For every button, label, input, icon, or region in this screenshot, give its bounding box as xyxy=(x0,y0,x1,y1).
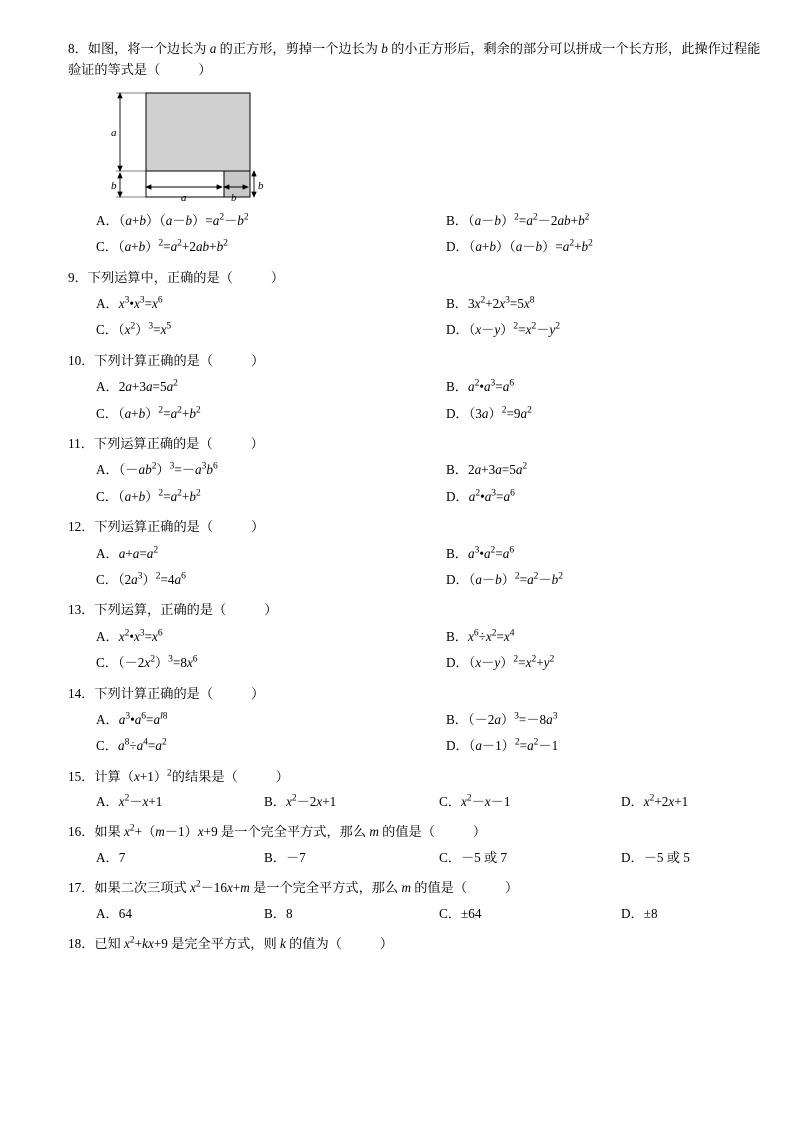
option-d[interactable] xyxy=(418,567,768,593)
option-key: D． xyxy=(621,849,644,865)
option-text: $(3a)^2=9a^2$ xyxy=(468,405,532,421)
option-c[interactable] xyxy=(68,484,418,510)
option-c[interactable] xyxy=(68,317,418,343)
page-bottom-spacer xyxy=(68,960,768,970)
option-key: C． xyxy=(439,905,461,921)
option-key: C． xyxy=(96,405,118,421)
option-b[interactable] xyxy=(236,789,411,815)
svg-text:a: a xyxy=(111,126,117,139)
option-text: $(a-1)^2=a^2-1$ xyxy=(468,737,559,754)
option-key: C． xyxy=(96,655,118,671)
option-key: B． xyxy=(446,711,468,727)
question-10 xyxy=(68,350,768,427)
option-key: B． xyxy=(264,794,286,810)
option-c[interactable] xyxy=(68,567,418,593)
option-a[interactable] xyxy=(68,901,236,927)
option-key: A． xyxy=(96,905,119,921)
question-14-stem: 14．下列计算正确的是（ ） xyxy=(68,685,265,701)
option-text: $(x^2)^3=x^5$ xyxy=(117,321,172,338)
option-text: $(-ab^2)^3=-a^3b^6$ xyxy=(118,461,218,478)
option-key: D． xyxy=(446,239,469,255)
question-8-figure-wrap xyxy=(68,87,768,205)
question-17 xyxy=(68,877,768,927)
option-b[interactable] xyxy=(418,541,768,567)
option-key: C． xyxy=(96,738,118,754)
option-text: $(2a^3)^2=4a^6$ xyxy=(117,571,186,587)
option-text: 7 xyxy=(118,849,126,865)
option-key: B． xyxy=(446,628,468,644)
option-text: $(a+b)(a-b)=a^2-b^2$ xyxy=(118,212,249,228)
option-text: $(a+b)^2=a^2+2ab+b^2$ xyxy=(117,238,228,255)
option-d[interactable] xyxy=(418,234,768,260)
option-key: A． xyxy=(96,711,119,727)
question-16-stem: 16．如果 $x^2+(m-1)x+9$ 是一个完全平方式，那么 m 的值是（ ） xyxy=(68,824,487,840)
option-text: $x^2•x^3=x^6$ xyxy=(118,628,163,644)
option-key: A． xyxy=(96,794,119,810)
option-key: C． xyxy=(96,571,118,587)
option-text: －5 或 5 xyxy=(643,849,690,865)
option-d[interactable] xyxy=(418,317,768,343)
option-b[interactable] xyxy=(236,901,411,927)
square-cut-figure xyxy=(98,87,328,203)
option-text: ±8 xyxy=(643,905,658,921)
option-key: C． xyxy=(439,849,461,865)
question-16 xyxy=(68,821,768,871)
question-11 xyxy=(68,433,768,510)
option-a[interactable] xyxy=(68,541,418,567)
option-c[interactable] xyxy=(68,401,418,427)
option-key: A． xyxy=(96,628,119,644)
question-8-options xyxy=(68,208,768,261)
option-b[interactable] xyxy=(418,707,768,733)
option-text: －5 或 7 xyxy=(460,849,508,865)
option-text: $x^2-x-1$ xyxy=(460,793,511,810)
question-17-stem: 17．如果二次三项式 $x^2-16x+m$ 是一个完全平方式，那么 m 的值是（ ） xyxy=(68,879,519,896)
option-text: －7 xyxy=(285,849,306,865)
option-text: $a^2•a^3=a^6$ xyxy=(468,488,515,504)
option-d[interactable] xyxy=(418,733,768,759)
option-c[interactable] xyxy=(68,234,418,260)
option-text: $a^3•a^6=a^{l8}$ xyxy=(118,711,168,727)
option-c[interactable] xyxy=(68,733,418,759)
option-d[interactable] xyxy=(418,401,768,427)
option-key: B． xyxy=(446,379,468,395)
option-text: $a+a=a^2$ xyxy=(118,545,159,561)
question-15-stem: 15．计算$(x+1)^2$的结果是（ ） xyxy=(68,768,289,784)
option-text: $2a+3a=5a^2$ xyxy=(467,461,528,478)
question-15-options xyxy=(68,789,768,815)
option-text: 8 xyxy=(285,905,293,921)
option-key: A． xyxy=(96,212,119,228)
question-10-options xyxy=(68,374,768,427)
option-key: D． xyxy=(446,571,469,587)
option-b[interactable] xyxy=(418,624,768,650)
option-b[interactable] xyxy=(236,845,411,871)
option-b[interactable] xyxy=(418,374,768,400)
question-12-stem: 12．下列运算正确的是（ ） xyxy=(68,519,265,535)
option-a[interactable] xyxy=(68,789,236,815)
option-d[interactable] xyxy=(593,789,768,815)
option-key: B． xyxy=(264,905,286,921)
option-key: C． xyxy=(96,239,118,255)
option-key: B． xyxy=(446,462,468,478)
option-key: C． xyxy=(96,322,118,338)
question-18-stem: 18．已知 $x^2+kx+9$ 是完全平方式，则 k 的值为（ ） xyxy=(68,935,394,952)
option-text: $(a+b)(a-b)=a^2+b^2$ xyxy=(468,238,593,255)
svg-text:a: a xyxy=(181,191,187,203)
option-text: $(x-y)^2=x^2+y^2$ xyxy=(468,654,555,671)
option-key: B． xyxy=(446,295,468,311)
option-c[interactable] xyxy=(411,901,593,927)
option-key: B． xyxy=(446,212,468,228)
question-14-options xyxy=(68,707,768,760)
option-text: $x^6\div x^2=x^4$ xyxy=(467,628,515,644)
question-9-stem: 9．下列运算中，正确的是（ ） xyxy=(68,269,285,285)
question-13 xyxy=(68,599,768,676)
option-key: A． xyxy=(96,545,119,561)
option-key: D． xyxy=(621,905,644,921)
option-text: ±64 xyxy=(460,905,482,921)
option-a[interactable] xyxy=(68,208,418,234)
option-text: $(x-y)^2=x^2-y^2$ xyxy=(468,321,560,338)
option-key: B． xyxy=(264,849,286,865)
svg-text:b: b xyxy=(258,179,264,192)
option-d[interactable] xyxy=(418,650,768,676)
option-text: $(-2x^2)^3=8x^6$ xyxy=(117,654,198,671)
option-a[interactable] xyxy=(68,845,236,871)
option-text: $a^8\div a^4=a^2$ xyxy=(117,737,167,754)
question-8-stem: 8．如图，将一个边长为 a 的正方形，剪掉一个边长为 b 的小正方形后，剩余的部分可以拼成一个长方形，此操作过程能验证的等式是（ ） xyxy=(68,41,761,78)
question-9-options xyxy=(68,291,768,344)
option-key: A． xyxy=(96,295,119,311)
option-text: $x^2+2x+1$ xyxy=(643,793,689,810)
question-10-stem: 10．下列计算正确的是（ ） xyxy=(68,352,265,368)
option-a[interactable] xyxy=(68,624,418,650)
option-c[interactable] xyxy=(411,845,593,871)
option-key: B． xyxy=(446,545,468,561)
option-text: $(a-b)^2=a^2-b^2$ xyxy=(468,571,563,587)
option-key: A． xyxy=(96,379,119,395)
option-key: D． xyxy=(621,794,644,810)
option-b[interactable] xyxy=(418,208,768,234)
svg-text:b: b xyxy=(111,179,117,192)
option-text: $(a-b)^2=a^2-2ab+b^2$ xyxy=(467,212,590,228)
question-17-options xyxy=(68,901,768,927)
question-8 xyxy=(68,38,768,261)
question-15 xyxy=(68,766,768,816)
option-key: C． xyxy=(439,794,461,810)
option-a[interactable] xyxy=(68,707,418,733)
option-b[interactable] xyxy=(418,457,768,483)
option-text: $a^3•a^2=a^6$ xyxy=(467,545,515,561)
option-b[interactable] xyxy=(418,291,768,317)
option-key: A． xyxy=(96,462,119,478)
question-12 xyxy=(68,516,768,593)
document-content xyxy=(68,38,768,970)
svg-text:b: b xyxy=(231,191,237,203)
option-text: $x^2-2x+1$ xyxy=(285,793,337,810)
option-text: $(-2a)^3=-8a^3$ xyxy=(467,711,558,727)
option-key: A． xyxy=(96,849,119,865)
option-c[interactable] xyxy=(68,650,418,676)
option-text: $x^3•x^3=x^6$ xyxy=(118,295,163,311)
question-16-options xyxy=(68,845,768,871)
option-key: C． xyxy=(96,488,118,504)
question-18 xyxy=(68,933,768,954)
option-d[interactable] xyxy=(593,901,768,927)
option-text: $a^2•a^3=a^6$ xyxy=(467,378,515,395)
question-11-stem: 11．下列运算正确的是（ ） xyxy=(68,435,264,451)
option-d[interactable] xyxy=(593,845,768,871)
option-text: $(a+b)^2=a^2+b^2$ xyxy=(117,405,201,421)
option-text: $2a+3a=5a^2$ xyxy=(118,378,178,395)
option-c[interactable] xyxy=(411,789,593,815)
option-text: $(a+b)^2=a^2+b^2$ xyxy=(117,488,201,504)
option-a[interactable] xyxy=(68,291,418,317)
question-13-options xyxy=(68,624,768,677)
option-text: $x^2-x+1$ xyxy=(118,793,163,810)
option-a[interactable] xyxy=(68,374,418,400)
option-key: D． xyxy=(446,655,469,671)
question-11-options xyxy=(68,457,768,510)
question-14 xyxy=(68,683,768,760)
option-key: D． xyxy=(446,322,469,338)
option-a[interactable] xyxy=(68,457,418,483)
option-text: 64 xyxy=(118,905,132,921)
option-text: $3x^2+2x^3=5x^8$ xyxy=(467,295,535,311)
option-d[interactable] xyxy=(418,484,768,510)
option-key: D． xyxy=(446,738,469,754)
question-9 xyxy=(68,267,768,344)
question-12-options xyxy=(68,541,768,594)
question-13-stem: 13．下列运算，正确的是（ ） xyxy=(68,602,278,618)
option-key: D． xyxy=(446,405,469,421)
option-key: D． xyxy=(446,488,469,504)
